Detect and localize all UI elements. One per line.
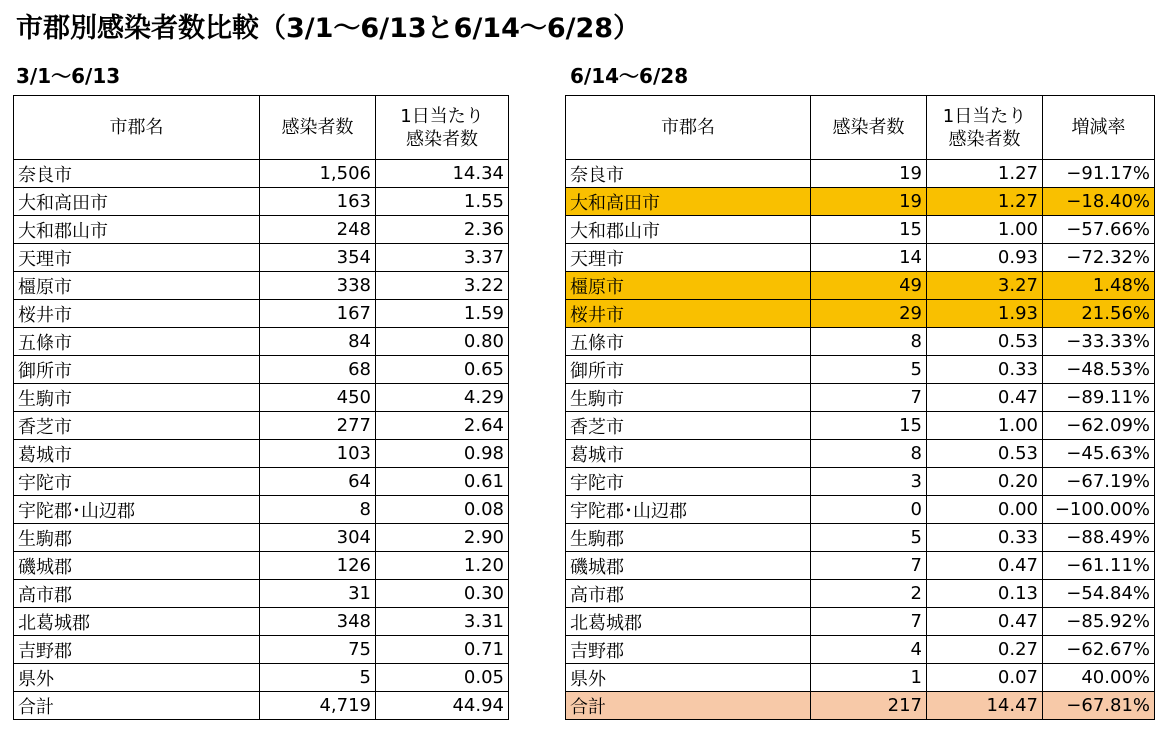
cell-daily: 1.27 [927,188,1043,216]
cell-count: 304 [260,524,376,552]
table-row [14,272,509,300]
cell-daily: 14.47 [927,692,1043,720]
cell-daily: 0.93 [927,244,1043,272]
header-daily-line2: 感染者数 [948,128,1021,150]
cell-daily: 0.47 [927,384,1043,412]
cell-daily: 1.20 [376,552,509,580]
cell-name: 葛城市 [14,440,260,468]
table-row [14,580,509,608]
table-row [14,328,509,356]
table-row-highlighted [566,272,1155,300]
cell-daily: 0.53 [927,440,1043,468]
table-row [566,244,1155,272]
cell-count: 450 [260,384,376,412]
cell-daily: 1.59 [376,300,509,328]
cell-name: 宇陀郡･山辺郡 [566,496,811,524]
cell-daily: 1.55 [376,188,509,216]
header-daily [376,96,509,160]
cell-count: 4,719 [260,692,376,720]
cell-daily: 3.31 [376,608,509,636]
cell-count: 8 [811,328,927,356]
cell-rate: −57.66% [1043,216,1155,244]
cell-name: 御所市 [566,356,811,384]
cell-rate: −45.63% [1043,440,1155,468]
table-row [14,496,509,524]
cell-rate: −91.17% [1043,160,1155,188]
table-row [14,636,509,664]
cell-name: 合計 [14,692,260,720]
cell-name: 県外 [14,664,260,692]
cell-count: 7 [811,552,927,580]
table-row [14,524,509,552]
cell-count: 19 [811,160,927,188]
cell-daily: 1.93 [927,300,1043,328]
cell-name: 吉野郡 [14,636,260,664]
cell-name: 香芝市 [566,412,811,440]
cell-daily: 4.29 [376,384,509,412]
cell-count: 7 [811,608,927,636]
table-row [566,608,1155,636]
header-name: 市郡名 [14,96,260,160]
cell-daily: 1.00 [927,216,1043,244]
cell-daily: 0.33 [927,524,1043,552]
cell-count: 217 [811,692,927,720]
header-daily-line1: 1日当たり [400,105,484,127]
cell-count: 5 [811,524,927,552]
page-title: 市郡別感染者数比較（3/1～6/13と6/14～6/28） [16,13,641,44]
cell-daily: 0.33 [927,356,1043,384]
cell-rate: 40.00% [1043,664,1155,692]
header-rate: 増減率 [1043,96,1155,160]
table-row [566,328,1155,356]
cell-count: 5 [260,664,376,692]
cell-name: 北葛城郡 [566,608,811,636]
cell-daily: 44.94 [376,692,509,720]
cell-name: 県外 [566,664,811,692]
table-row-highlighted [566,188,1155,216]
table-period-2 [565,95,1155,720]
cell-rate: 1.48% [1043,272,1155,300]
cell-daily: 0.80 [376,328,509,356]
cell-count: 15 [811,216,927,244]
cell-rate: −89.11% [1043,384,1155,412]
table-period-1 [13,95,509,720]
header-daily-line1: 1日当たり [942,105,1027,127]
cell-daily: 0.53 [927,328,1043,356]
cell-name: 吉野郡 [566,636,811,664]
table-row [14,384,509,412]
cell-name: 生駒市 [14,384,260,412]
cell-daily: 0.20 [927,468,1043,496]
table-row [14,300,509,328]
cell-count: 7 [811,384,927,412]
cell-count: 8 [811,440,927,468]
cell-count: 3 [811,468,927,496]
table-row [566,412,1155,440]
table-row [566,664,1155,692]
cell-count: 167 [260,300,376,328]
cell-name: 磯城郡 [566,552,811,580]
table-row [14,216,509,244]
cell-name: 大和高田市 [566,188,811,216]
table-row [566,552,1155,580]
table-row [566,440,1155,468]
table-row [14,552,509,580]
cell-rate: −67.81% [1043,692,1155,720]
cell-rate: −88.49% [1043,524,1155,552]
cell-rate: −48.53% [1043,356,1155,384]
cell-count: 31 [260,580,376,608]
cell-name: 橿原市 [14,272,260,300]
cell-rate: −54.84% [1043,580,1155,608]
table-row-highlighted [566,300,1155,328]
cell-name: 生駒郡 [14,524,260,552]
cell-name: 大和郡山市 [566,216,811,244]
header-name: 市郡名 [566,96,811,160]
cell-rate: −85.92% [1043,608,1155,636]
cell-daily: 0.00 [927,496,1043,524]
cell-count: 15 [811,412,927,440]
table-row [566,160,1155,188]
cell-count: 348 [260,608,376,636]
table-row [566,216,1155,244]
cell-daily: 0.47 [927,608,1043,636]
table-row [14,608,509,636]
cell-count: 49 [811,272,927,300]
cell-rate: −72.32% [1043,244,1155,272]
cell-name: 合計 [566,692,811,720]
cell-rate: 21.56% [1043,300,1155,328]
cell-rate: −100.00% [1043,496,1155,524]
header-count: 感染者数 [260,96,376,160]
table-row [14,664,509,692]
total-row [566,692,1155,720]
cell-name: 生駒市 [566,384,811,412]
cell-name: 桜井市 [566,300,811,328]
period-label-left: 3/1～6/13 [16,64,121,88]
cell-rate: −62.67% [1043,636,1155,664]
cell-count: 1 [811,664,927,692]
cell-name: 大和高田市 [14,188,260,216]
cell-name: 五條市 [566,328,811,356]
cell-name: 高市郡 [14,580,260,608]
cell-name: 橿原市 [566,272,811,300]
table-body-left [14,160,509,720]
cell-daily: 0.08 [376,496,509,524]
cell-daily: 0.71 [376,636,509,664]
cell-daily: 0.13 [927,580,1043,608]
cell-name: 大和郡山市 [14,216,260,244]
table-row [566,636,1155,664]
cell-name: 桜井市 [14,300,260,328]
cell-count: 126 [260,552,376,580]
cell-name: 北葛城郡 [14,608,260,636]
cell-name: 天理市 [566,244,811,272]
cell-daily: 0.27 [927,636,1043,664]
table-row [14,412,509,440]
cell-name: 生駒郡 [566,524,811,552]
cell-count: 29 [811,300,927,328]
table-row [566,524,1155,552]
cell-name: 葛城市 [566,440,811,468]
cell-rate: −62.09% [1043,412,1155,440]
cell-daily: 0.05 [376,664,509,692]
cell-count: 248 [260,216,376,244]
cell-name: 宇陀市 [566,468,811,496]
period-label-right: 6/14～6/28 [570,64,689,88]
cell-daily: 2.36 [376,216,509,244]
cell-rate: −18.40% [1043,188,1155,216]
cell-count: 163 [260,188,376,216]
table-row [14,244,509,272]
cell-rate: −61.11% [1043,552,1155,580]
cell-count: 5 [811,356,927,384]
cell-daily: 3.37 [376,244,509,272]
cell-daily: 2.64 [376,412,509,440]
cell-count: 68 [260,356,376,384]
cell-name: 宇陀市 [14,468,260,496]
cell-name: 奈良市 [566,160,811,188]
cell-daily: 0.07 [927,664,1043,692]
table-row [14,160,509,188]
cell-daily: 0.98 [376,440,509,468]
table-row [566,356,1155,384]
cell-daily: 0.61 [376,468,509,496]
cell-rate: −33.33% [1043,328,1155,356]
table-row [566,496,1155,524]
cell-daily: 0.65 [376,356,509,384]
table-row [566,468,1155,496]
cell-count: 103 [260,440,376,468]
cell-daily: 14.34 [376,160,509,188]
cell-name: 高市郡 [566,580,811,608]
cell-count: 14 [811,244,927,272]
total-row [14,692,509,720]
cell-count: 4 [811,636,927,664]
cell-count: 0 [811,496,927,524]
cell-rate: −67.19% [1043,468,1155,496]
cell-daily: 3.22 [376,272,509,300]
cell-count: 84 [260,328,376,356]
cell-count: 2 [811,580,927,608]
cell-name: 奈良市 [14,160,260,188]
cell-count: 1,506 [260,160,376,188]
cell-daily: 3.27 [927,272,1043,300]
cell-name: 宇陀郡･山辺郡 [14,496,260,524]
cell-daily: 2.90 [376,524,509,552]
cell-count: 277 [260,412,376,440]
table-body-right [566,160,1155,720]
cell-count: 354 [260,244,376,272]
table-row [14,188,509,216]
header-daily [927,96,1043,160]
table-row [566,580,1155,608]
cell-count: 8 [260,496,376,524]
cell-count: 19 [811,188,927,216]
cell-count: 75 [260,636,376,664]
cell-daily: 0.30 [376,580,509,608]
cell-count: 64 [260,468,376,496]
cell-name: 五條市 [14,328,260,356]
table-row [14,356,509,384]
cell-daily: 1.00 [927,412,1043,440]
cell-name: 御所市 [14,356,260,384]
header-daily-line2: 感染者数 [406,128,478,150]
cell-name: 磯城郡 [14,552,260,580]
cell-name: 香芝市 [14,412,260,440]
cell-daily: 1.27 [927,160,1043,188]
table-row [566,384,1155,412]
cell-daily: 0.47 [927,552,1043,580]
cell-count: 338 [260,272,376,300]
cell-name: 天理市 [14,244,260,272]
table-row [14,468,509,496]
table-row [14,440,509,468]
header-count: 感染者数 [811,96,927,160]
